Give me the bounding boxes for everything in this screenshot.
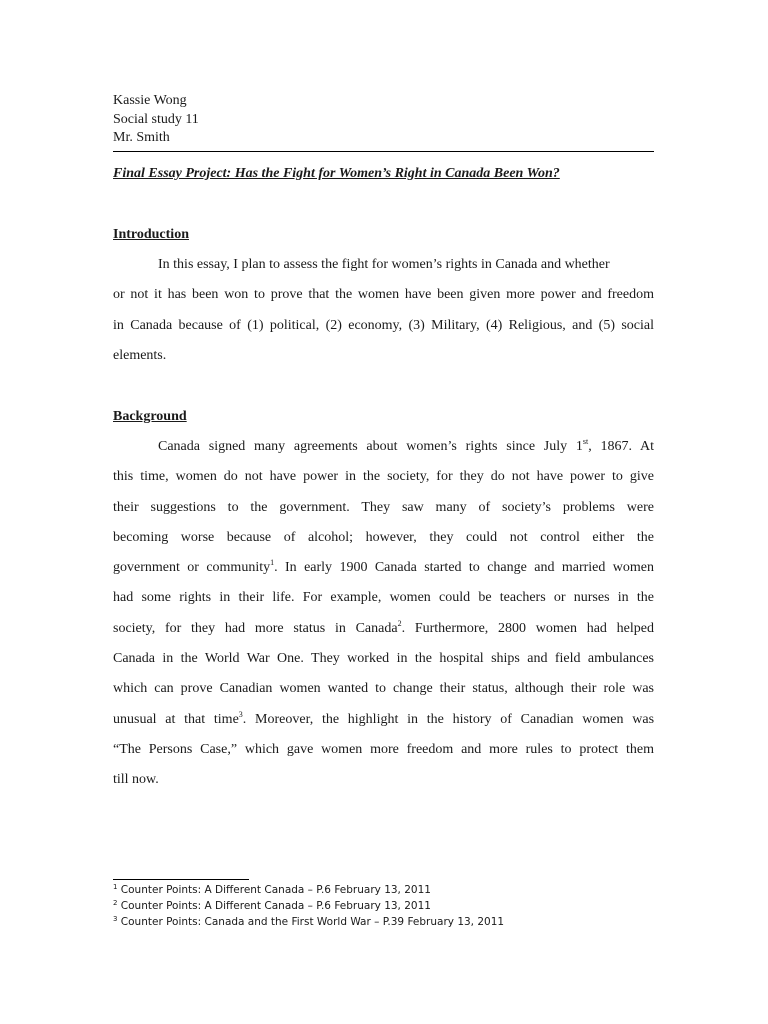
background-line: becoming worse because of alcohol; however, they could not control either the — [113, 529, 654, 545]
footnote-mark: 1 — [113, 883, 118, 891]
background-line: which can prove Canadian women wanted to change their status, although their role was — [113, 681, 654, 697]
background-text: unusual at that time — [113, 711, 239, 727]
footnote-mark: 3 — [113, 915, 118, 923]
background-line — [113, 432, 654, 462]
footnote-item — [113, 898, 504, 914]
footnote-ref-1[interactable]: 1 — [270, 558, 275, 568]
background-text: , 1867. At — [588, 439, 655, 454]
background-text: . Moreover, the highlight in the history of Canadian women was — [242, 711, 655, 727]
footnote-item — [113, 914, 504, 930]
footnote-mark: 2 — [113, 899, 118, 907]
background-line: their suggestions to the government. They saw many of society’s problems were — [113, 499, 654, 515]
footnote-rule — [113, 879, 249, 880]
background-text: government or community — [113, 560, 271, 576]
background-line — [113, 705, 654, 735]
footnote-item — [113, 882, 504, 898]
intro-line: elements. — [113, 347, 167, 363]
background-line: this time, women do not have power in the society, for they do not have power to give — [113, 469, 654, 485]
footnote-text: Counter Points: A Different Canada – P.6 February 13, 2011 — [117, 884, 431, 896]
document-header — [113, 92, 199, 148]
header-rule — [113, 151, 654, 152]
background-text: Canada signed many agreements about women’s rights since July 1 — [158, 439, 583, 454]
background-line — [113, 553, 654, 583]
background-text: . Furthermore, 2800 women had helped — [401, 620, 654, 636]
background-line: had some rights in their life. For example, women could be teachers or nurses in the — [113, 590, 654, 606]
footnote-text: Counter Points: A Different Canada – P.6 February 13, 2011 — [117, 900, 431, 912]
background-line: till now. — [113, 772, 159, 788]
teacher-name: Mr. Smith — [113, 130, 170, 145]
course-name: Social study 11 — [113, 111, 199, 127]
footnotes — [113, 882, 504, 930]
background-paragraph — [113, 432, 654, 796]
footnote-ref-2[interactable]: 2 — [397, 618, 402, 628]
intro-line: or not it has been won to prove that the women have been given more power and freedom — [113, 287, 654, 303]
background-text: . In early 1900 Canada started to change and married women — [274, 560, 654, 576]
introduction-paragraph — [113, 250, 654, 371]
background-line — [113, 614, 654, 644]
background-line: Canada in the World War One. They worked in the hospital ships and field ambulances — [113, 651, 654, 667]
superscript: st — [582, 437, 589, 446]
introduction-heading: Introduction — [113, 227, 189, 242]
author-name: Kassie Wong — [113, 93, 187, 108]
footnote-ref-3[interactable]: 3 — [238, 709, 243, 719]
background-line: “The Persons Case,” which gave women more freedom and more rules to protect them — [113, 741, 654, 757]
intro-line: in Canada because of (1) political, (2) economy, (3) Military, (4) Religious, and (5) social — [113, 317, 654, 333]
background-heading: Background — [113, 409, 187, 424]
intro-line: In this essay, I plan to assess the fight for women’s rights in Canada and whether — [158, 257, 610, 272]
background-text: society, for they had more status in Canada — [113, 620, 398, 636]
footnote-text: Counter Points: Canada and the First World War – P.39 February 13, 2011 — [117, 916, 505, 928]
essay-title: Final Essay Project: Has the Fight for Women’s Right in Canada Been Won? — [113, 166, 560, 181]
